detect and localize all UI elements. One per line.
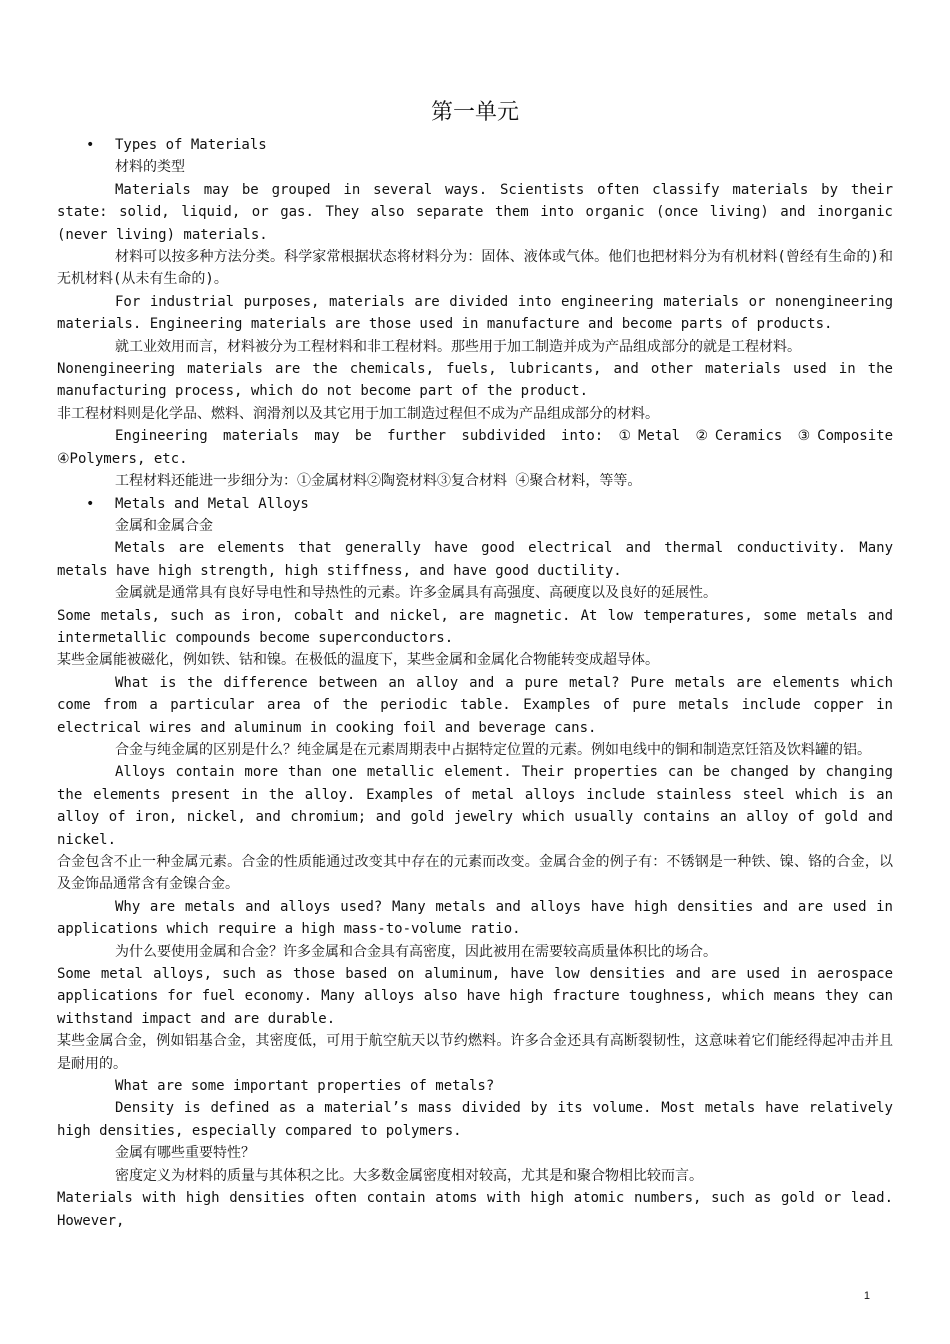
paragraph-zh: 某些金属合金，例如铝基合金，其密度低，可用于航空航天以节约燃料。许多合金还具有高断裂韧性，这意味着它们能经得起冲击并且是耐用的。 (57, 1033, 893, 1072)
section-heading-metals (57, 493, 893, 515)
paragraph: Materials with high densities often contain atoms with high atomic numbers, such as gold or lead. However, (57, 1190, 893, 1229)
section-heading-zh: 材料的类型 (115, 159, 185, 176)
paragraph: What is the difference between an alloy and a pure metal? Pure metals are elements which come from a particular area of the periodic table. Examples of pure metals include copper in electrical wires and aluminum in cooking foil and beverage cans. (57, 674, 893, 736)
paragraph: Some metal alloys, such as those based on aluminum, have low densities and are used in aerospace applications for fuel economy. Many alloys also have high fracture toughness, which means they can withstand impact and are durable. (57, 966, 893, 1027)
section-heading-zh: 金属和金属合金 (115, 517, 213, 534)
bullet-icon: • (86, 495, 95, 512)
paragraph-zh: 密度定义为材料的质量与其体积之比。大多数金属密度相对较高，尤其是和聚合物相比较而言。 (115, 1167, 703, 1184)
paragraph: Metals are elements that generally have good electrical and thermal conductivity. Many metals have high strength, high stiffness, and have good ductility. (57, 540, 893, 579)
paragraph-zh: 材料可以按多种方法分类。科学家常根据状态将材料分为：固体、液体或气体。他们也把材料分为有机材料(曾经有生命的)和无机材料(从未有生命的)。 (57, 249, 893, 288)
section-heading-text: Types of Materials (115, 137, 267, 153)
section-heading-types (57, 134, 893, 156)
page-number: 1 (863, 1290, 870, 1302)
paragraph-zh: 非工程材料则是化学品、燃料、润滑剂以及其它用于加工制造过程但不成为产品组成部分的材料。 (57, 405, 659, 422)
section-heading-text: Metals and Metal Alloys (115, 495, 309, 512)
paragraph: Alloys contain more than one metallic element. Their properties can be changed by changing the elements present in the alloy. Examples of metal alloys include stainless steel which is an alloy of iron, nickel, and chromium; and gold jewelry which usually contains an alloy of gold and nickel. (57, 764, 893, 848)
paragraph-zh: 合金包含不止一种金属元素。合金的性质能通过改变其中存在的元素而改变。金属合金的例子有：不锈钢是一种铁、镍、铬的合金，以及金饰品通常含有金镍合金。 (57, 854, 893, 893)
paragraph-zh: 某些金属能被磁化，例如铁、钴和镍。在极低的温度下，某些金属和金属化合物能转变成超导体。 (57, 652, 659, 669)
paragraph: Engineering materials may be further subdivided into: ①Metal ②Ceramics ③Composite ④Polymers, etc. (57, 428, 893, 467)
paragraph: Materials may be grouped in several ways. Scientists often classify materials by their state: solid, liquid, or gas. They also separate them into organic (once living) and inorganic (never living) materials. (57, 181, 893, 243)
bullet-icon: • (86, 137, 95, 153)
paragraph-zh: 就工业效用而言，材料被分为工程材料和非工程材料。那些用于加工制造并成为产品组成部分的就是工程材料。 (115, 338, 801, 355)
paragraph-zh: 金属就是通常具有良好导电性和导热性的元素。许多金属具有高强度、高硬度以及良好的延展性。 (115, 585, 717, 602)
document-body (57, 134, 893, 1232)
paragraph: Why are metals and alloys used? Many metals and alloys have high densities and are used in applications which require a high mass-to-volume ratio. (57, 898, 893, 938)
paragraph: What are some important properties of metals? (115, 1078, 495, 1095)
paragraph: For industrial purposes, materials are divided into engineering materials or nonengineering materials. Engineering materials are those used in manufacture and become parts of products. (57, 293, 893, 333)
paragraph-zh: 金属有哪些重要特性？ (115, 1145, 255, 1162)
paragraph: Nonengineering materials are the chemicals, fuels, lubricants, and other materials used in the manufacturing process, which do not become part of the product. (57, 361, 893, 400)
page-title: 第一单元 (430, 100, 519, 125)
paragraph: Density is defined as a material’s mass divided by its volume. Most metals have relatively high densities, especially compared to polymers. (57, 1100, 893, 1139)
paragraph-zh: 合金与纯金属的区别是什么？纯金属是在元素周期表中占据特定位置的元素。例如电线中的铜和制造烹饪箔及饮料罐的铝。 (115, 741, 871, 758)
paragraph: Some metals, such as iron, cobalt and nickel, are magnetic. At low temperatures, some metals and intermetallic compounds become superconductors. (57, 607, 893, 646)
paragraph-zh: 工程材料还能进一步细分为：①金属材料②陶瓷材料③复合材料 ④聚合材料，等等。 (115, 473, 642, 490)
paragraph-zh: 为什么要使用金属和合金？许多金属和合金具有高密度，因此被用在需要较高质量体积比的场合。 (115, 943, 717, 960)
